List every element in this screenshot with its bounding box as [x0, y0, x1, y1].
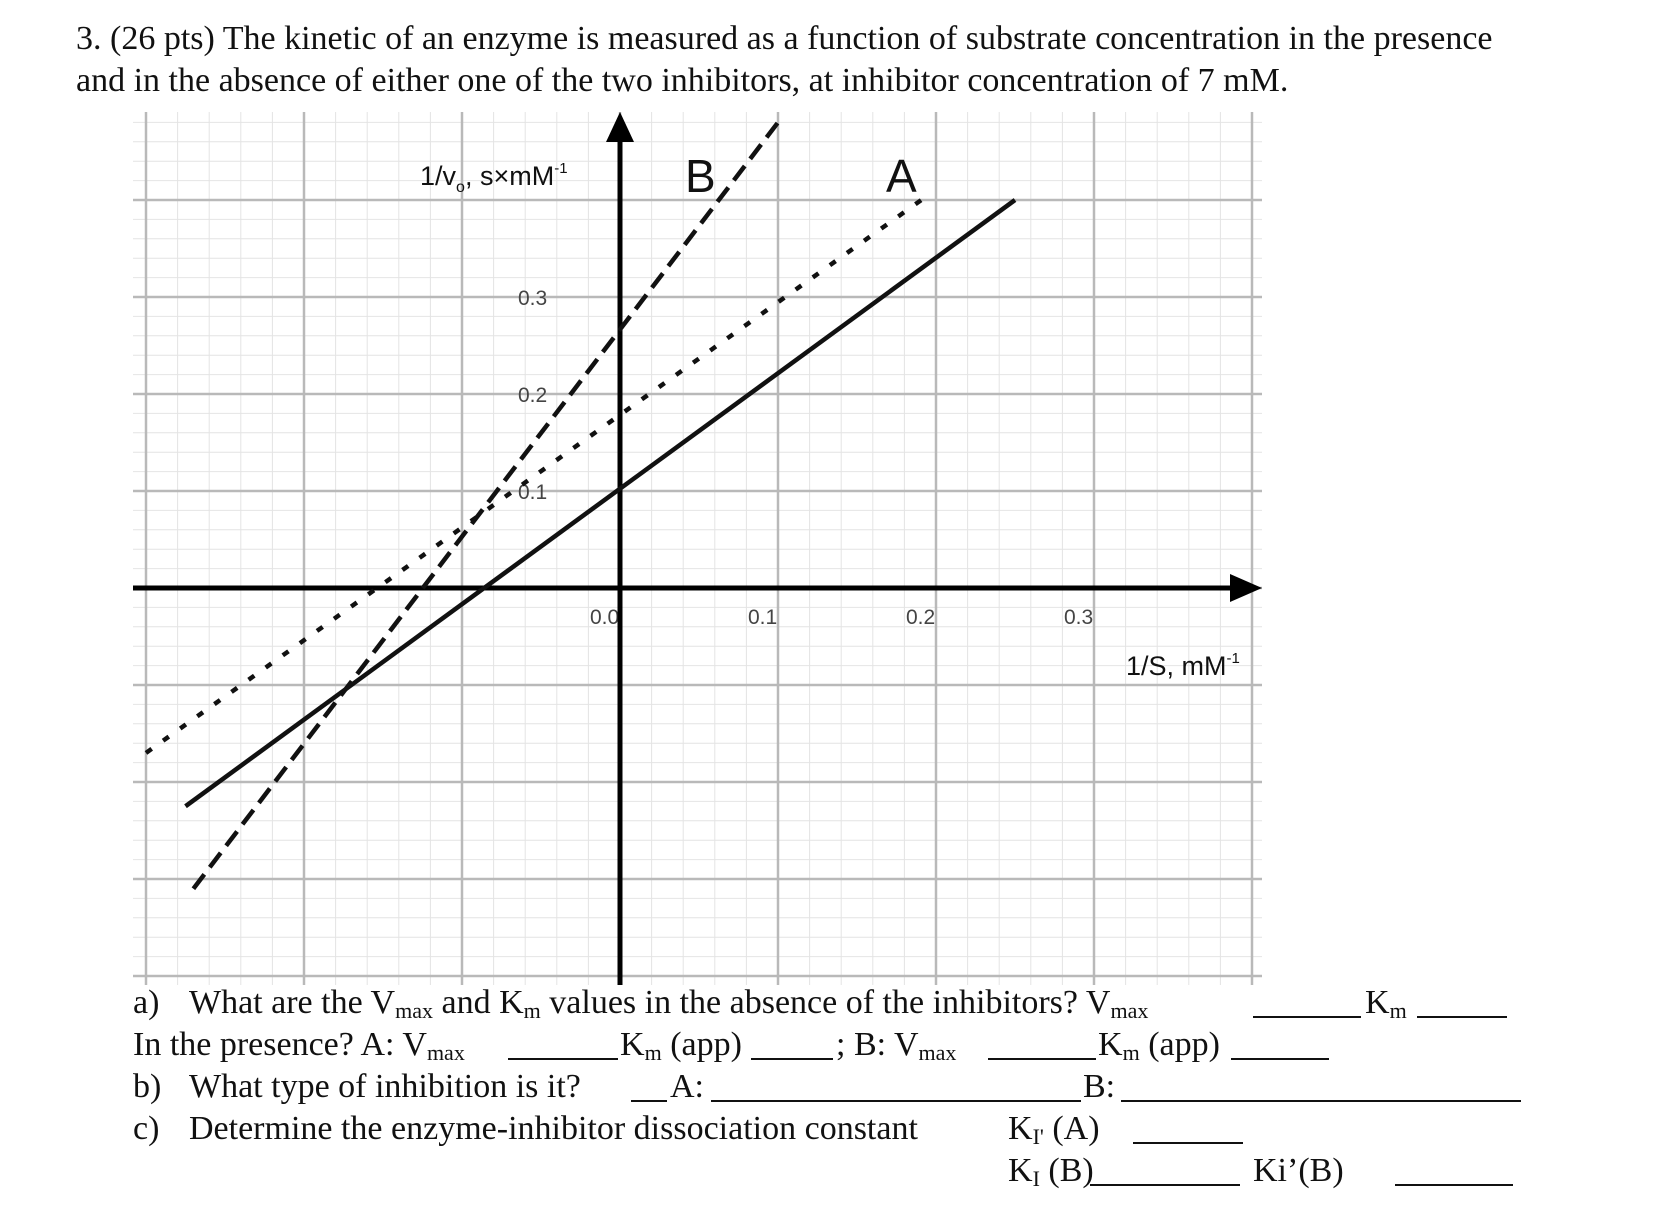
km-app-b-blank[interactable]: [1231, 1024, 1329, 1071]
chart-labels: [420, 150, 1240, 681]
y-tick-label: 0.2: [518, 384, 548, 407]
question-a-text: What are the $V_{max}$ and $K_m$ values in the absence of the inhibitors? $V_{max}$: [189, 984, 1149, 1023]
y-axis-arrow: [606, 112, 634, 142]
question-a-presence: [133, 1024, 1653, 1066]
axes: [133, 112, 1262, 985]
km-app-a-blank[interactable]: [751, 1024, 833, 1071]
tick-labels: [518, 287, 1093, 629]
ki-b-label: $K_I$ (B): [1008, 1152, 1094, 1191]
vmax-blank[interactable]: [1253, 982, 1361, 1029]
x-tick-label: 0.1: [748, 606, 778, 629]
km-label: $K_m$: [1365, 984, 1407, 1023]
series-line-B: [193, 122, 778, 888]
data-series: [146, 122, 1015, 888]
problem-intro-line-2: and in the absence of either one of the two inhibitors, at inhibitor concentration of 7 mM.: [76, 62, 1289, 99]
problem-intro-line-1: 3. (26 pts) The kinetic of an enzyme is measured as a function of substrate concentration in the presence: [76, 20, 1493, 57]
presence-b-text: ; B: $V_{max}$: [836, 1026, 957, 1065]
vmax-b-blank[interactable]: [988, 1024, 1096, 1071]
ki-prime-b-blank[interactable]: [1395, 1150, 1513, 1197]
ki-prime-a-label: $K_{I'}$ (A): [1008, 1110, 1100, 1149]
series-label-A: A: [886, 150, 917, 202]
question-c-text: Determine the enzyme-inhibitor dissociation constant: [189, 1110, 918, 1147]
x-axis-arrow: [1230, 574, 1262, 602]
question-a: [133, 982, 1653, 1024]
x-tick-label: 0.0: [590, 606, 620, 629]
ki-prime-a-blank[interactable]: [1133, 1108, 1243, 1155]
question-b: [133, 1066, 1653, 1108]
vmax-a-blank[interactable]: [508, 1024, 618, 1071]
question-c-label: c): [133, 1110, 160, 1147]
x-axis-label: 1/S, $mM^{-1}$: [1126, 650, 1240, 681]
series-line-A: [146, 195, 928, 753]
series-label-B: B: [685, 150, 716, 202]
km-blank[interactable]: [1417, 982, 1507, 1029]
questions: [133, 982, 1653, 1192]
y-axis-label: $1/v_o$, $s\times mM^{-1}$: [420, 160, 568, 196]
km-app-a-label: $K_m$ (app): [620, 1026, 742, 1065]
minor-grid: [133, 112, 1262, 985]
ki-b-blank[interactable]: [1090, 1150, 1240, 1197]
x-tick-label: 0.3: [1064, 606, 1094, 629]
y-tick-label: 0.1: [518, 481, 548, 504]
inhibition-type-b-blank[interactable]: [1121, 1066, 1521, 1113]
question-b-text: What type of inhibition is it?: [189, 1068, 581, 1105]
x-tick-label: 0.2: [906, 606, 936, 629]
inhibition-type-a-blank[interactable]: [711, 1066, 1081, 1113]
question-c-b: [133, 1150, 1653, 1192]
inhibition-type-a-pre-blank[interactable]: [631, 1066, 667, 1113]
ki-prime-b-label: Ki’(B): [1253, 1152, 1344, 1189]
km-app-b-label: $K_m$ (app): [1098, 1026, 1220, 1065]
y-tick-label: 0.3: [518, 287, 548, 310]
presence-a-text: In the presence? A: $V_{max}$: [133, 1026, 465, 1065]
question-b-label: b): [133, 1068, 162, 1105]
question-a-label: a): [133, 984, 160, 1021]
question-c: [133, 1108, 1653, 1150]
series-line-control: [186, 200, 1016, 806]
inhibition-type-b-label: B:: [1083, 1068, 1116, 1105]
major-grid: [133, 112, 1262, 985]
inhibition-type-a-label: A:: [670, 1068, 704, 1105]
